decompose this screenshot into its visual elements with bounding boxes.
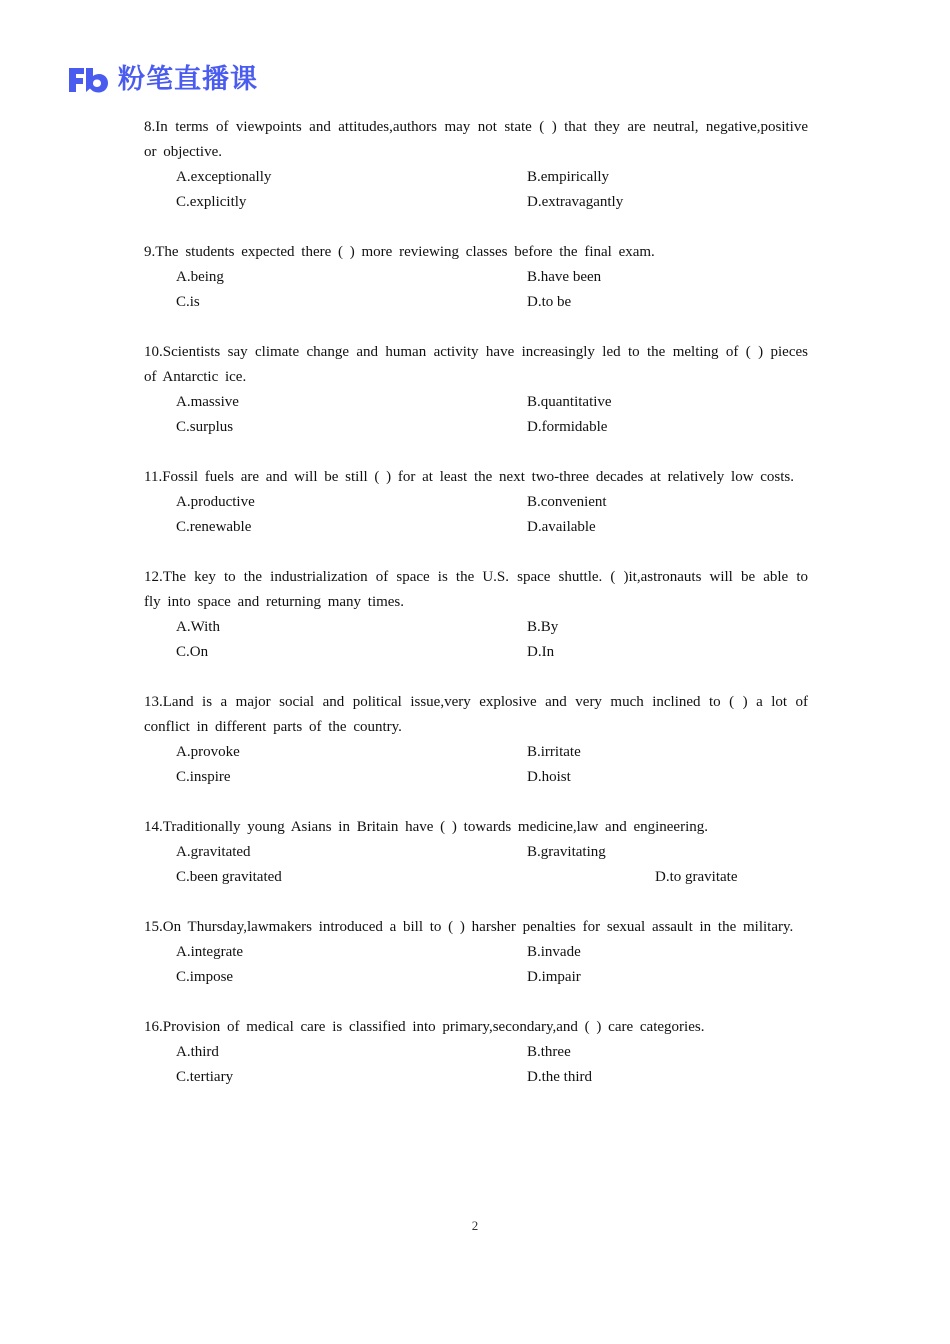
question-10: [144, 340, 808, 440]
option-c: C.explicitly: [176, 194, 247, 210]
question-16: [144, 1015, 808, 1090]
option-a: A.gravitated: [176, 844, 251, 860]
option-b: B.By: [527, 619, 559, 635]
option-b: B.irritate: [527, 744, 581, 760]
option-a: A.With: [176, 619, 220, 635]
option-b: B.three: [527, 1044, 571, 1060]
options: [176, 265, 808, 315]
question-stem: 16.Provision of medical care is classified into primary,secondary,and ( ) care categories.: [144, 1019, 705, 1035]
page-number: 2: [471, 1218, 479, 1233]
brand-logo: [66, 64, 258, 96]
brand-name: 粉笔直播课: [118, 64, 258, 95]
question-stem: 9.The students expected there ( ) more reviewing classes before the final exam.: [144, 244, 655, 260]
option-d: D.formidable: [527, 419, 608, 435]
option-c: C.inspire: [176, 769, 231, 785]
option-c: C.surplus: [176, 419, 234, 435]
question-stem: 14.Traditionally young Asians in Britain have ( ) towards medicine,law and engineering.: [144, 819, 709, 835]
options: [176, 840, 808, 890]
option-a: A.third: [176, 1044, 219, 1060]
options: [176, 390, 808, 440]
options: [176, 1040, 808, 1090]
question-list: [144, 115, 808, 1115]
question-14: [144, 815, 808, 890]
option-b: B.quantitative: [527, 394, 612, 410]
option-c: C.On: [176, 644, 209, 660]
question-15: [144, 915, 808, 990]
option-d: D.to gravitate: [655, 869, 738, 885]
option-c: C.tertiary: [176, 1069, 234, 1085]
option-a: A.being: [176, 269, 224, 285]
option-c: C.is: [176, 294, 200, 310]
question-12: [144, 565, 808, 665]
fb-logo-icon: [66, 65, 110, 95]
option-a: A.productive: [176, 494, 255, 510]
option-d: D.hoist: [527, 769, 571, 785]
options: [176, 165, 808, 215]
option-d: D.extravagantly: [527, 194, 624, 210]
option-c: C.renewable: [176, 519, 252, 535]
option-a: A.provoke: [176, 744, 240, 760]
options: [176, 490, 808, 540]
option-c: C.been gravitated: [176, 869, 282, 885]
option-c: C.impose: [176, 969, 234, 985]
option-b: B.invade: [527, 944, 581, 960]
option-d: D.In: [527, 644, 555, 660]
question-stem: 11.Fossil fuels are and will be still ( ) for at least the next two-three decades at relatively low costs.: [144, 469, 795, 485]
option-b: B.have been: [527, 269, 602, 285]
question-11: [144, 465, 808, 540]
question-stem: 13.Land is a major social and political issue,very explosive and very much inclined to ( ) a lot of conflict in different parts of the country.: [144, 694, 808, 735]
question-9: [144, 240, 808, 315]
question-stem: 8.In terms of viewpoints and attitudes,authors may not state ( ) that they are neutral, negative,positive or objective.: [144, 119, 808, 160]
question-stem: 15.On Thursday,lawmakers introduced a bill to ( ) harsher penalties for sexual assault in the military.: [144, 919, 794, 935]
option-d: D.impair: [527, 969, 581, 985]
question-13: [144, 690, 808, 790]
question-stem: 10.Scientists say climate change and human activity have increasingly led to the melting of ( ) pieces of Antarctic ice.: [144, 344, 808, 385]
option-b: B.empirically: [527, 169, 610, 185]
question-8: [144, 115, 808, 215]
option-d: D.the third: [527, 1069, 592, 1085]
option-a: A.exceptionally: [176, 169, 272, 185]
option-a: A.massive: [176, 394, 239, 410]
question-stem: 12.The key to the industrialization of space is the U.S. space shuttle. ( )it,astronauts will be able to fly into space and returning many times.: [144, 569, 808, 610]
option-d: D.to be: [527, 294, 572, 310]
options: [176, 615, 808, 665]
option-b: B.gravitating: [527, 844, 606, 860]
option-d: D.available: [527, 519, 596, 535]
option-a: A.integrate: [176, 944, 244, 960]
options: [176, 940, 808, 990]
option-b: B.convenient: [527, 494, 607, 510]
options: [176, 740, 808, 790]
